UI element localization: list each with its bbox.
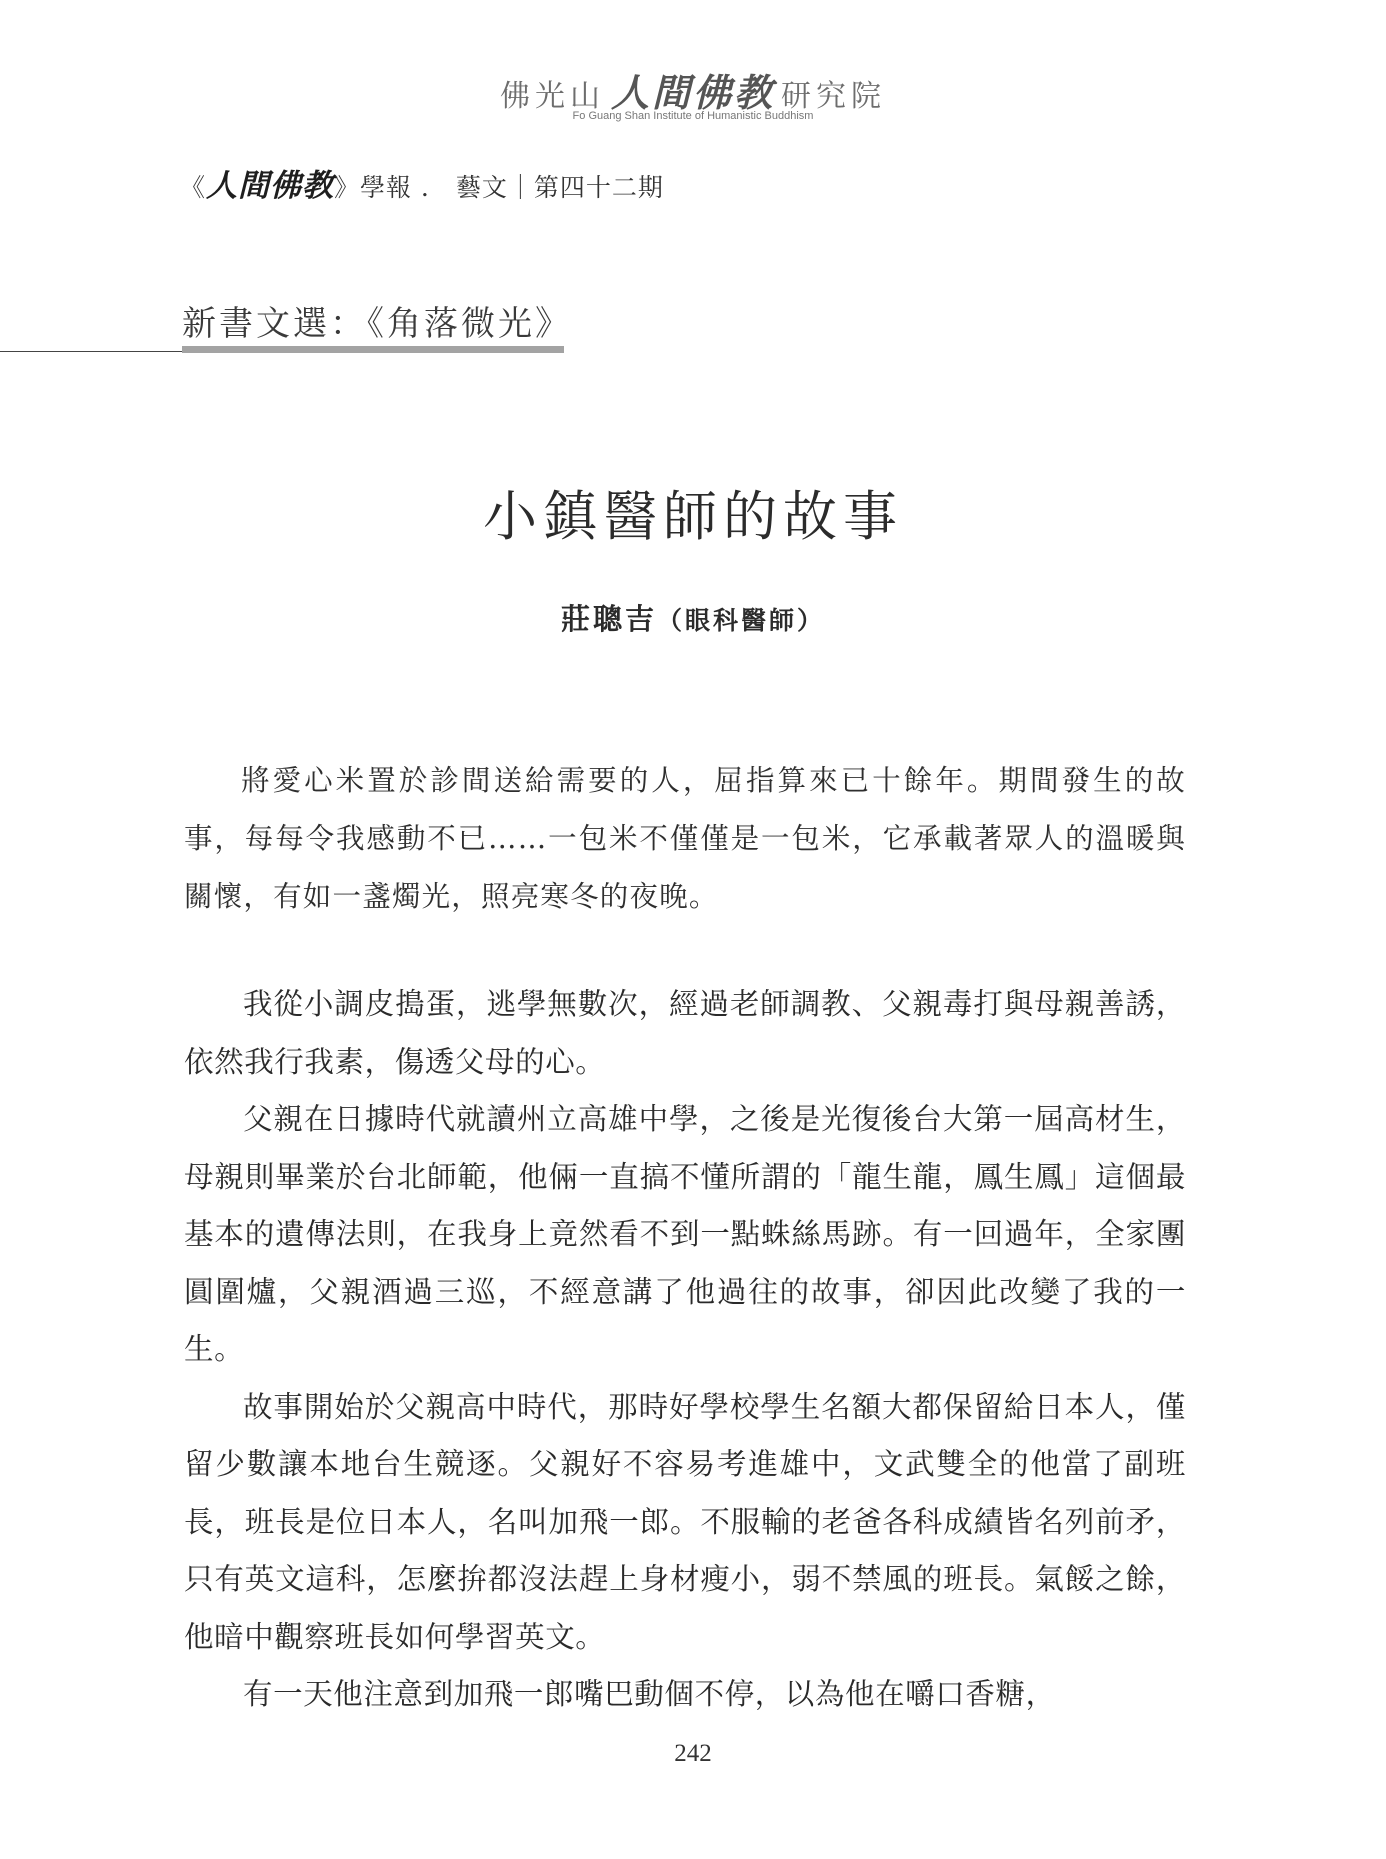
body-paragraph: 我從小調皮搗蛋，逃學無數次，經過老師調教、父親毒打與母親善誘，依然我行我素，傷透父母的心。	[184, 987, 1186, 1079]
journal-issue-text: 》學報 ． 藝文｜第四十二期	[334, 173, 664, 202]
author-name: 莊聰吉	[560, 602, 657, 636]
institute-suffix: 研究院	[781, 79, 886, 114]
body-paragraph: 有一天他注意到加飛一郎嘴巴動個不停，以為他在嚼口香糖，	[243, 1677, 1056, 1711]
institute-name	[0, 62, 1386, 117]
journal-bracket-open: 《	[180, 173, 207, 202]
article-author	[0, 597, 1386, 638]
journal-brand-logo: 人間佛教	[206, 168, 335, 204]
body-paragraph: 故事開始於父親高中時代，那時好學校學生名額大都保留給日本人，僅留少數讓本地台生競逐。父親好不容易考進雄中，文武雙全的他當了副班長，班長是位日本人，名叫加飛一郎。不服輸的老爸各科成績皆名列前矛，只有英文這科，怎麼拚都沒法趕上身材瘦小，弱不禁風的班長。氣餒之餘，他暗中觀察班長如何學習英文。	[184, 1389, 1186, 1654]
body-paragraph: 父親在日據時代就讀州立高雄中學，之後是光復後台大第一屆高材生，母親則畢業於台北師範，他倆一直搞不懂所謂的「龍生龍，鳳生鳳」這個最基本的遺傳法則，在我身上竟然看不到一點蛛絲馬跡。有一回過年，全家團圓圍爐，父親酒過三巡，不經意講了他過往的故事，卻因此改變了我的一生。	[184, 1102, 1186, 1366]
institute-brand-logo: 人間佛教	[610, 70, 775, 115]
institute-english-name: Fo Guang Shan Institute of Humanistic Buddhism	[572, 110, 814, 122]
article-body	[184, 976, 1186, 1724]
intro-paragraph: 將愛心米置於診間送給需要的人，屈指算來已十餘年。期間發生的故事，每每令我感動不已……一包米不僅僅是一包米，它承載著眾人的溫暖與關懷，有如一盞燭光，照亮寒冬的夜晚。	[184, 764, 1186, 913]
article-title: 小鎮醫師的故事	[483, 485, 903, 548]
page-number: 242	[674, 1740, 712, 1767]
institute-prefix: 佛光山	[499, 79, 605, 114]
section-underline-bar	[182, 346, 564, 353]
journal-running-head	[180, 160, 664, 205]
section-title: 新書文選：《角落微光》	[182, 304, 572, 344]
author-role: （眼科醫師）	[657, 606, 826, 635]
article-intro	[184, 752, 1186, 926]
